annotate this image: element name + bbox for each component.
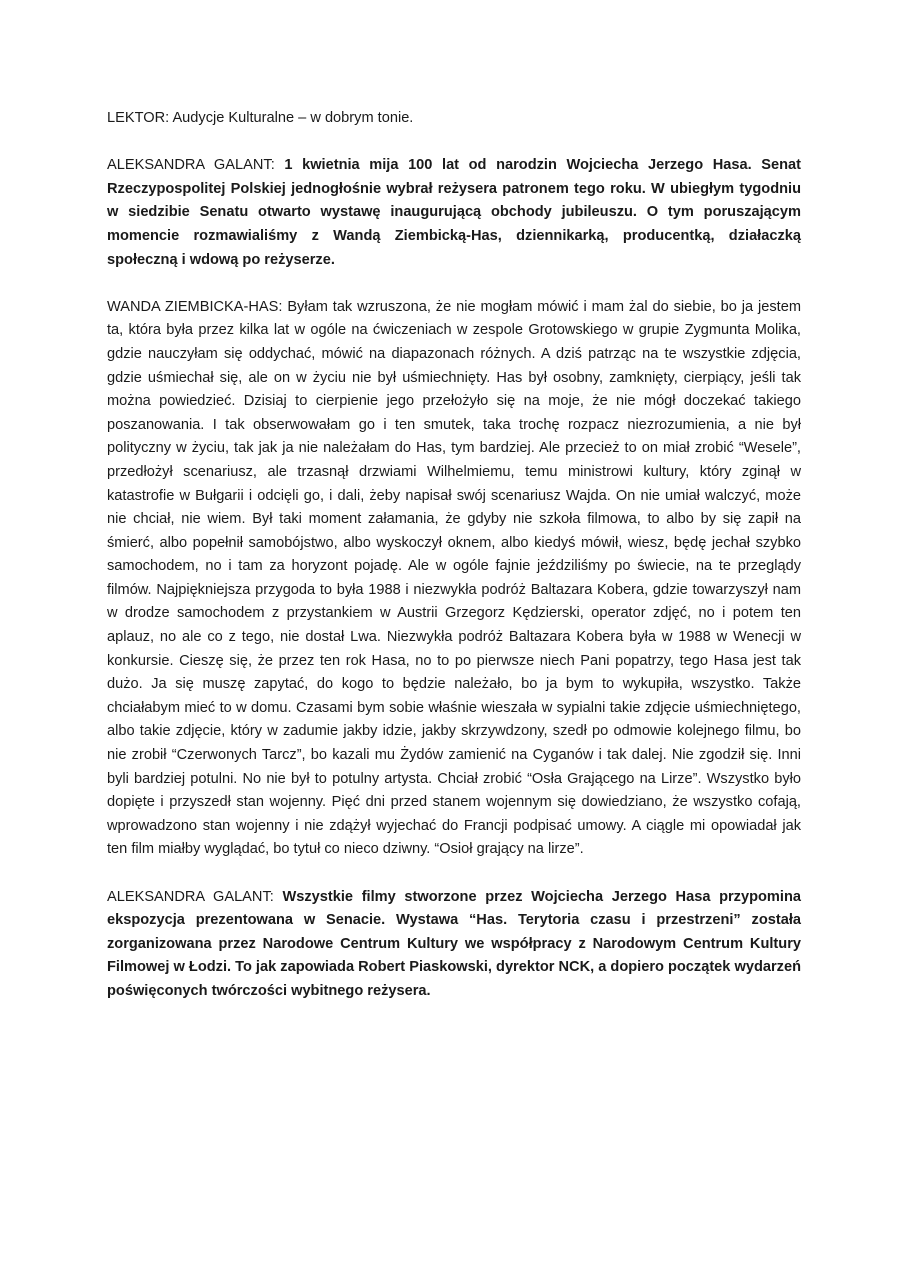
transcript-document (107, 107, 801, 1027)
paragraph-text: Wszystkie filmy stworzone przez Wojciecha Jerzego Hasa przypomina ekspozycja prezentowana w Senacie. Wystawa “Has. Terytoria czasu i przestrzeni” została zorganizowana przez Narodowe Centrum Kultury we współpracy z Narodowym Centrum Kultury Filmowej w Łodzi. To jak zapowiada Robert Piaskowski, dyrektor NCK, a dopiero początek wydarzeń poświęconych twórczości wybitnego reżysera. (107, 888, 801, 999)
paragraph-text: Byłam tak wzruszona, że nie mogłam mówić i mam żal do siebie, bo ja jestem ta, która była przez kilka lat w ogóle na ćwiczeniach w zespole Grotowskiego w grupie Zygmunta Molika, gdzie nauczyłam się oddychać, mówić na diapazonach różnych. A dziś patrząc na te wszystkie zdjęcia, gdzie uśmiechał się, ale on w życiu nie był uśmiechnięty. Has był osobny, zamknięty, cierpiący, jeśli tak można powiedzieć. Dzisiaj to cierpienie jego przełożyło się na moje, że nie mógł doczekać takiego poszanowania. I tak obserwowałam go i ten smutek, taka trochę rozpacz niezrozumienia, a nie był polityczny w życiu, tak jak ja nie należałam do Has, tym bardziej. Ale przecież to on miał zrobić “Wesele”, przedłożył scenariusz, ale trzasnął drzwiami Wilhelmiemu, temu ministrowi kultury, który zginął w katastrofie w Bułgarii i odcięli go, i dali, żeby napisał swój scenariusz Wajda. On nie umiał walczyć, może nie chciał, nie wiem. Był taki moment załamania, że gdyby nie szkoła filmowa, to albo by się zapił na śmierć, albo popełnił samobójstwo, albo wyskoczył oknem, albo kiedyś mówił, wiesz, będę jechał szybko samochodem, no i tam za horyzont pojadę. Ale w ogóle fajnie jeździliśmy po świecie, na te przeglądy filmów. Najpiękniejsza przygoda to była 1988 i niezwykła podróż Baltazara Kobera, gdzie towarzyszył nam w drodze samochodem z przystankiem w Austrii Grzegorz Kędzierski, operator zdjęć, no i potem ten aplauz, no ale co z tego, nie dostał Lwa. Niezwykła podróż Baltazara Kobera była w 1988 w Wenecji w konkursie. Cieszę się, że przez ten rok Hasa, no to po pierwsze niech Pani popatrzy, tego Hasa jest tak dużo. Ja się muszę zapytać, do kogo to będzie należało, bo ja bym to wykupiła, wszystko. Także chciałabym mieć to w domu. Czasami bym sobie właśnie wieszała w sypialni takie zdjęcie uśmiechniętego, albo takie zdjęcie, który w zadumie jakby idzie, jakby skrzywdzony, szedł po odmowie kolejnego filmu, bo nie zrobił “Czerwonych Tarcz”, bo kazali mu Żydów zamienić na Cyganów i tak dalej. Nie zgodził się. Inni byli bardziej potulni. No nie był to potulny artysta. Chciał zrobić “Osła Grającego na Lirze”. Wszystko było dopięte i przyszedł stan wojenny. Pięć dni przed stanem wojennym się dowiedziano, że wszystko cofają, wprowadzono stan wojenny i nie zdążył wyjechać do Francji podpisać umowy. A ciągle mi opowiadał jak ten film miałby wyglądać, bo tytuł co nieco dziwny. “Osioł grający na lirze”. (107, 298, 801, 858)
speaker-label: LEKTOR: (107, 110, 170, 126)
paragraph-text: Audycje Kulturalne – w dobrym tonie. (172, 110, 414, 126)
paragraph-lektor (107, 107, 801, 131)
speaker-label: WANDA ZIEMBICKA-HAS: (107, 298, 283, 315)
paragraph-text: 1 kwietnia mija 100 lat od narodzin Wojciecha Jerzego Hasa. Senat Rzeczypospolitej Polskiej jednogłośnie wybrał reżysera patronem tego roku. W ubiegłym tygodniu w siedzibie Senatu otwarto wystawę inaugurującą obchody jubileuszu. O tym poruszającym momencie rozmawialiśmy z Wandą Ziembicką-Has, dziennikarką, producentką, działaczką społeczną i wdową po reżyserze. (107, 157, 802, 268)
paragraph-galant-intro (107, 154, 801, 272)
paragraph-galant-outro (107, 886, 801, 1004)
speaker-label: ALEKSANDRA GALANT: (107, 888, 274, 905)
speaker-label: ALEKSANDRA GALANT: (107, 157, 275, 174)
paragraph-ziembicka-has (107, 296, 801, 862)
